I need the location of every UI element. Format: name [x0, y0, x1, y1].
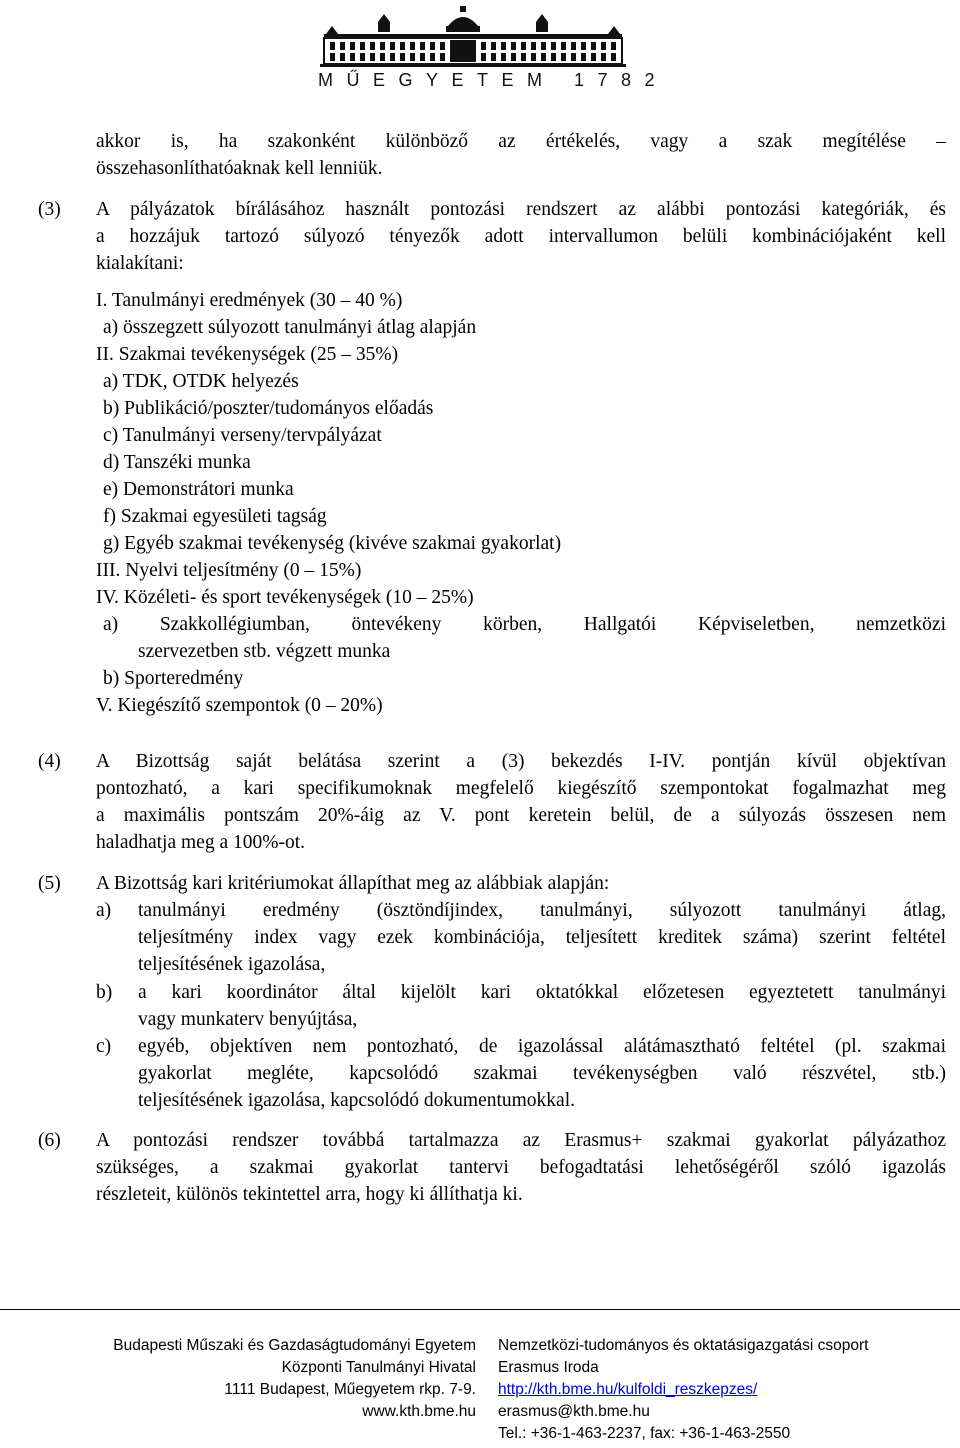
paragraph-3-line-2: a hozzájuk tartozó súlyozó tényezők adott intervallumon belüli kombinációjaként kell — [96, 226, 946, 247]
continuation-line-1: akkor is, ha szakonként különböző az értékelés, vagy a szak megítélése – — [96, 131, 946, 152]
paragraph-4-line-2: pontozható, a kari specifikumoknak megfelelő kiegészítő szempontokat fogalmazhat meg — [96, 778, 946, 799]
footer-group: Nemzetközi-tudományos és oktatásigazgatási csoport — [498, 1337, 869, 1354]
item-a-line-2: teljesítmény index vagy ezek kombinációja, teljesített kreditek száma) szerint feltétel — [138, 927, 946, 948]
paragraph-4-line-3: a maximális pontszám 20%-áig az V. pont keretein belül, de a súlyozás összesen nem — [96, 805, 946, 826]
logo-text: MŰEGYETEM 1782 — [318, 70, 669, 90]
paragraph-6-line-3: részleteit, különös tekintettel arra, hogy ki állíthatja ki. — [96, 1184, 523, 1205]
continuation-line-2: összehasonlíthatóaknak kell lenniük. — [96, 158, 383, 179]
list-item: II. Szakmai tevékenységek (25 – 35%) — [96, 344, 399, 365]
paragraph-5-number: (5) — [38, 873, 61, 894]
paragraph-4-line-4: haladhatja meg a 100%-ot. — [96, 832, 306, 853]
footer-office: Központi Tanulmányi Hivatal — [281, 1359, 476, 1376]
footer-link[interactable]: http://kth.bme.hu/kulfoldi_reszkepzes/ — [498, 1381, 758, 1398]
list-item: a) összegzett súlyozott tanulmányi átlag alapján — [103, 317, 477, 338]
paragraph-6-number: (6) — [38, 1130, 61, 1151]
footer-website[interactable]: www.kth.bme.hu — [362, 1403, 476, 1420]
item-c-label: c) — [96, 1036, 112, 1057]
list-item: b) Publikáció/poszter/tudományos előadás — [103, 398, 434, 419]
footer-university: Budapesti Műszaki és Gazdaságtudományi Egyetem — [113, 1337, 476, 1354]
list-item-continuation: szervezetben stb. végzett munka — [138, 641, 391, 662]
item-b-line-1: a kari koordinátor által kijelölt kari oktatókkal előzetesen egyeztetett tanulmányi — [138, 982, 946, 1003]
paragraph-3-line-1: A pályázatok bírálásához használt pontozási rendszert az alábbi pontozási kategóriák, és — [96, 199, 946, 220]
university-logo — [318, 4, 669, 92]
item-b-label: b) — [96, 982, 113, 1003]
list-item: IV. Közéleti- és sport tevékenységek (10 – 25%) — [96, 587, 474, 608]
paragraph-4-line-1: A Bizottság saját belátása szerint a (3) bekezdés I-IV. pontján kívül objektívan — [96, 751, 946, 772]
list-item: c) Tanulmányi verseny/tervpályázat — [103, 425, 382, 446]
item-b-line-2: vagy munkaterv benyújtása, — [138, 1009, 358, 1030]
paragraph-6-line-2: szükséges, a szakmai gyakorlat tantervi befogadtatási lehetőségéről szóló igazolás — [96, 1157, 946, 1178]
footer-divider — [0, 1309, 960, 1310]
building-emblem-icon — [318, 4, 628, 70]
paragraph-3-number: (3) — [38, 199, 61, 220]
paragraph-4-number: (4) — [38, 751, 61, 772]
list-item: d) Tanszéki munka — [103, 452, 251, 473]
paragraph-6-line-1: A pontozási rendszer továbbá tartalmazza az Erasmus+ szakmai gyakorlat pályázathoz — [96, 1130, 946, 1151]
footer-address: 1111 Budapest, Műegyetem rkp. 7-9. — [224, 1381, 476, 1398]
footer-erasmus-office: Erasmus Iroda — [498, 1359, 599, 1376]
list-item: g) Egyéb szakmai tevékenység (kivéve szakmai gyakorlat) — [103, 533, 562, 554]
list-item: III. Nyelvi teljesítmény (0 – 15%) — [96, 560, 362, 581]
item-c-line-1: egyéb, objektíven nem pontozható, de igazolással alátámasztható feltétel (pl. szakmai — [138, 1036, 946, 1057]
footer-email[interactable]: erasmus@kth.bme.hu — [498, 1403, 650, 1420]
item-c-line-2: gyakorlat megléte, kapcsolódó szakmai tevékenységben való részvétel, stb.) — [138, 1063, 946, 1084]
list-item: V. Kiegészítő szempontok (0 – 20%) — [96, 695, 383, 716]
list-item: I. Tanulmányi eredmények (30 – 40 %) — [96, 290, 403, 311]
list-item: e) Demonstrátori munka — [103, 479, 294, 500]
paragraph-5-line-1: A Bizottság kari kritériumokat állapíthat meg az alábbiak alapján: — [96, 873, 610, 894]
item-c-line-3: teljesítésének igazolása, kapcsolódó dokumentumokkal. — [138, 1090, 576, 1111]
list-item: f) Szakmai egyesületi tagság — [103, 506, 327, 527]
paragraph-3-line-3: kialakítani: — [96, 253, 184, 274]
item-a-line-3: teljesítésének igazolása, — [138, 954, 326, 975]
list-item: a) TDK, OTDK helyezés — [103, 371, 299, 392]
list-item: a) Szakkollégiumban, öntevékeny körben, Hallgatói Képviseletben, nemzetközi — [103, 614, 946, 635]
item-a-label: a) — [96, 900, 112, 921]
list-item: b) Sporteredmény — [103, 668, 244, 689]
item-a-line-1: tanulmányi eredmény (ösztöndíjindex, tanulmányi, súlyozott tanulmányi átlag, — [138, 900, 946, 921]
footer-phone: Tel.: +36-1-463-2237, fax: +36-1-463-2550 — [498, 1425, 791, 1442]
